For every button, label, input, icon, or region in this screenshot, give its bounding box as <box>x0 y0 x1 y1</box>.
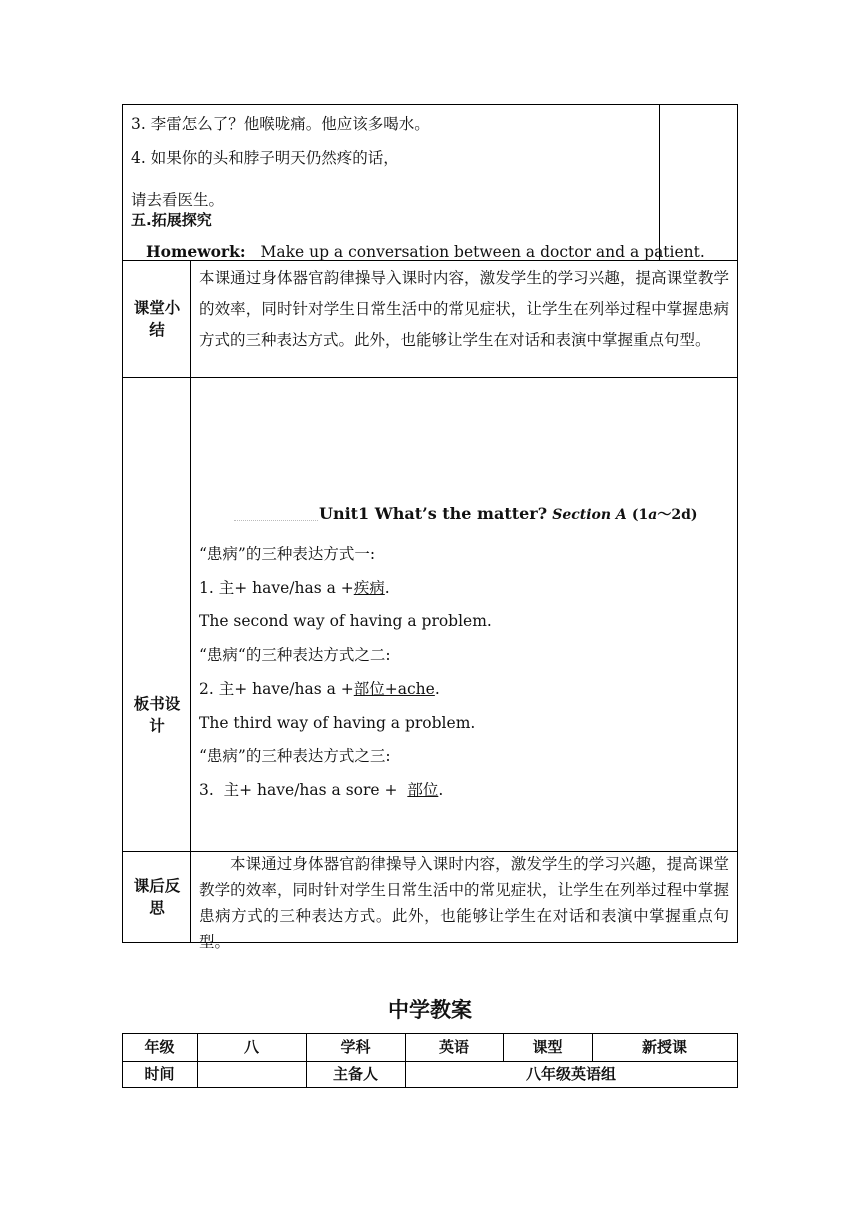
summary-text: 本课通过身体器官韵律操导入课时内容，激发学生的学习兴趣，提高课堂教学的效率，同时针对学生日常生活中的常见症状，让学生在列举过程中掌握患病方式的三种表达方式。此外，也能够让学生在对话和表演中掌握重点句型。 <box>199 269 729 349</box>
way2-post: . <box>434 680 440 698</box>
practice-item-4: 4. 如果你的头和脖子明天仍然疼的话， <box>131 149 399 167</box>
way3-pattern <box>199 780 443 800</box>
way3-blank: 部位 <box>407 781 439 799</box>
cell-preparer-value: 八年级英语组 <box>525 1065 616 1083</box>
way1-heading: “患病”的三种表达方式一: <box>199 545 376 563</box>
way1-pre: 1. 主+ have/has a + <box>199 579 354 597</box>
cell-subject-value: 英语 <box>438 1038 469 1056</box>
board-title <box>319 504 698 525</box>
homework-line <box>146 242 705 262</box>
way3-intro: The third way of having a problem. <box>199 714 476 732</box>
cell-grade-label: 年级 <box>144 1038 175 1056</box>
way1-pattern <box>199 578 390 598</box>
cell-type-value: 新授课 <box>641 1038 687 1056</box>
way3-post: . <box>438 781 444 799</box>
way1-blank: 疾病 <box>353 579 385 597</box>
board-title-section: Section A <box>552 507 627 523</box>
way2-intro: The second way of having a problem. <box>199 612 492 630</box>
cell-grade-value: 八 <box>243 1038 259 1056</box>
board-title-unit: Unit1 What’s the matter? <box>319 504 548 523</box>
section-heading: 五.拓展探究 <box>131 211 212 229</box>
way2-heading: “患病“的三种表达方式之二: <box>199 646 391 664</box>
range-a: a <box>648 507 658 523</box>
way1-post: . <box>384 579 390 597</box>
way3-pre: 3. 主+ have/has a sore + <box>199 781 408 799</box>
cell-subject-label: 学科 <box>340 1038 371 1056</box>
cell-preparer-label: 主备人 <box>332 1065 378 1083</box>
practice-item-4-cont: 请去看医生。 <box>131 191 225 209</box>
way2-blank: 部位+ache <box>353 680 435 698</box>
board-title-range <box>632 507 698 523</box>
homework-text: Make up a conversation between a doctor and a patient. <box>260 243 705 261</box>
way2-pre: 2. 主+ have/has a + <box>199 680 354 698</box>
practice-item-3: 3. 李雷怎么了？他喉咙痛。他应该多喝水。 <box>131 115 430 133</box>
next-page-title: 中学教案 <box>388 998 472 1022</box>
way2-pattern <box>199 679 440 699</box>
board-title-rule <box>234 520 318 521</box>
reflection-text: 本课通过身体器官韵律操导入课时内容，激发学生的学习兴趣，提高课堂教学的效率，同时针对学生日常生活中的常见症状，让学生在列举过程中掌握患病方式的三种表达方式。此外，也能够让学生在对话和表演中掌握重点句型。 <box>199 855 729 951</box>
summary-label: 课堂小 结 <box>133 299 181 339</box>
range-rest: ～2d) <box>657 507 698 523</box>
range-open: (1 <box>631 507 649 523</box>
homework-label: Homework: <box>146 242 246 261</box>
way3-heading: “患病”的三种表达方式之三: <box>199 747 391 765</box>
reflection-label: 课后反 思 <box>133 877 181 917</box>
cell-time-label: 时间 <box>144 1065 175 1083</box>
board-label: 板书设 计 <box>133 695 181 735</box>
cell-type-label: 课型 <box>532 1038 563 1056</box>
